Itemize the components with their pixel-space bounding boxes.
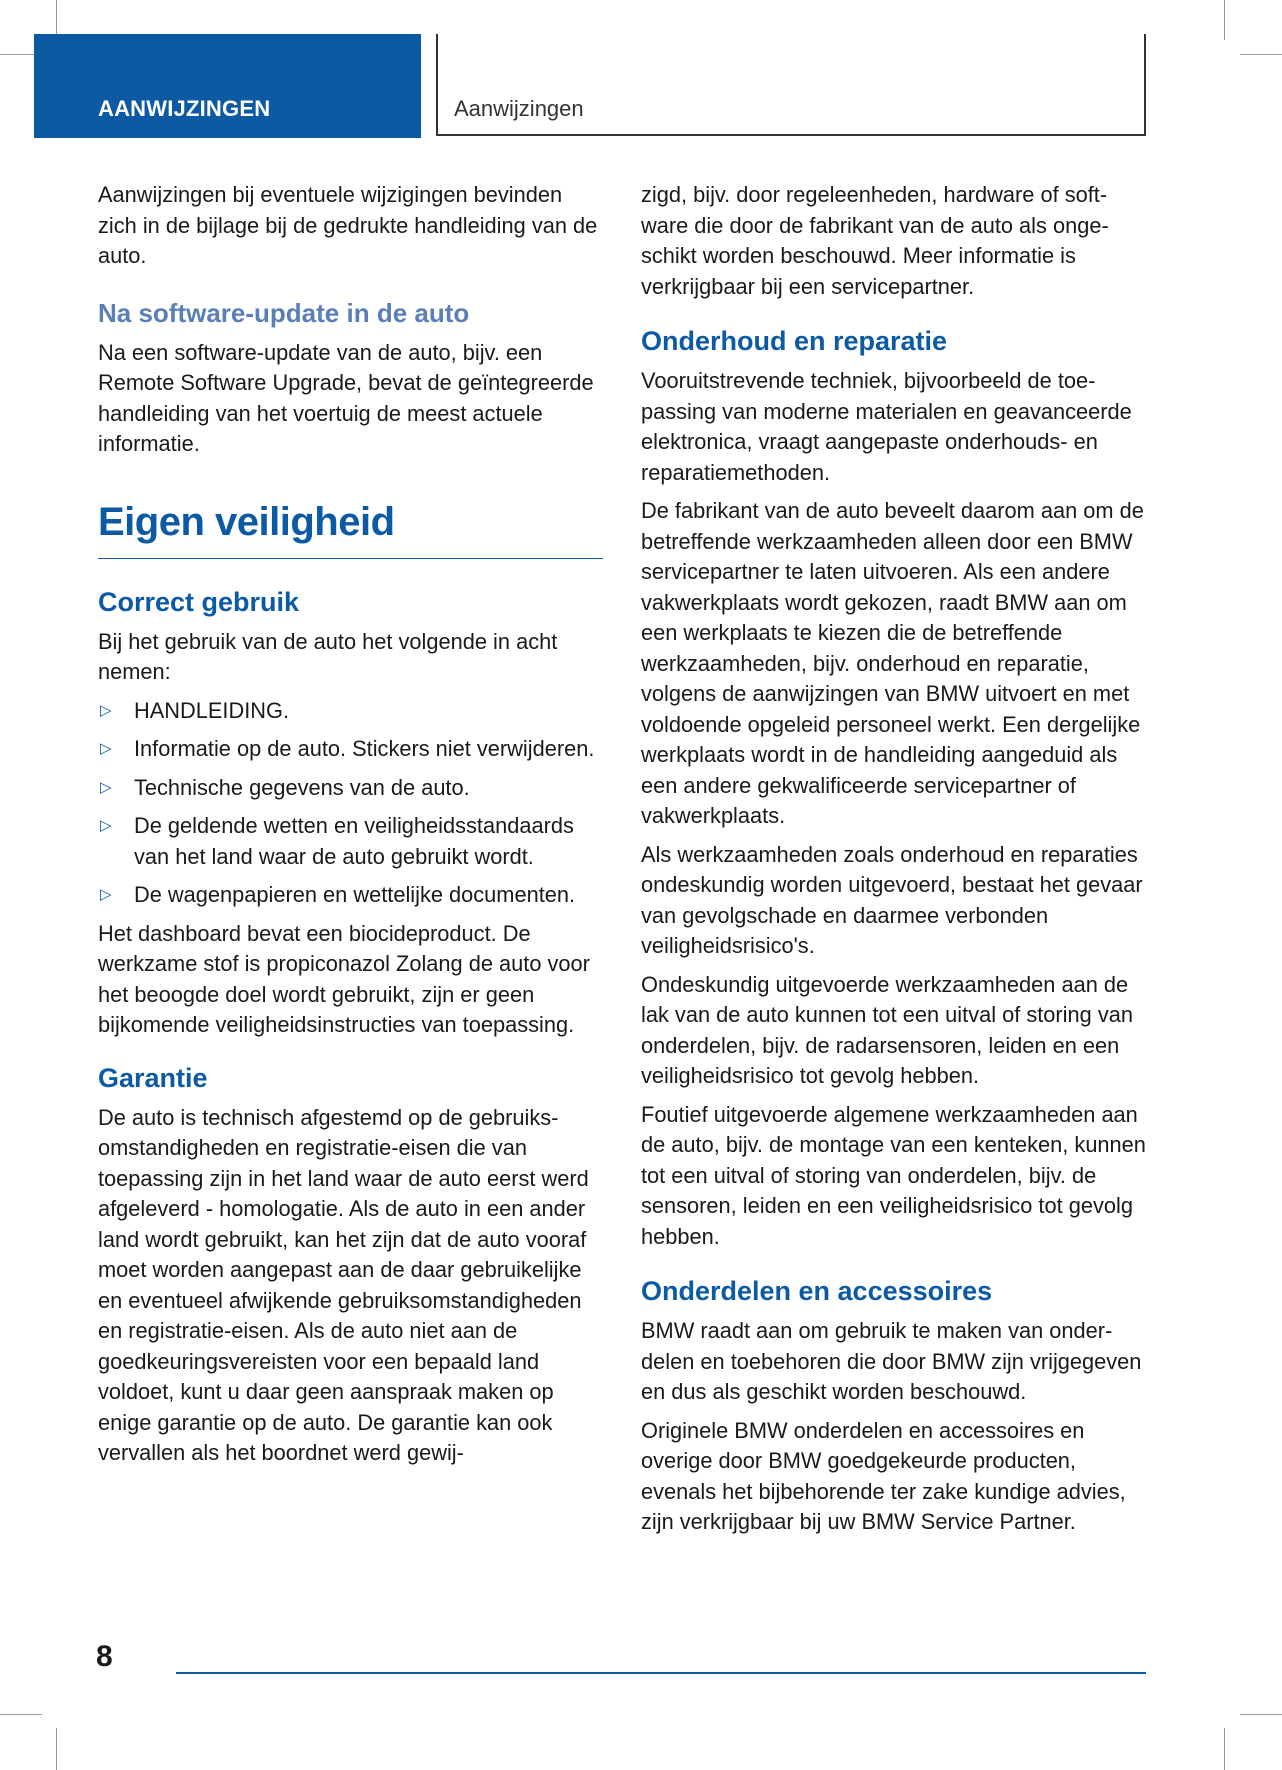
warranty-heading: Garantie <box>98 1062 208 1093</box>
right-column <box>641 180 1146 1546</box>
list-item: ▷ Technische gegevens van de auto. <box>98 773 603 804</box>
correct-use-list <box>98 696 603 911</box>
footer-rule <box>176 1672 1146 1674</box>
triangle-bullet-icon: ▷ <box>100 778 112 796</box>
crop-mark <box>1224 0 1225 40</box>
triangle-bullet-icon: ▷ <box>100 817 112 834</box>
maintenance-heading: Onderhoud en reparatie <box>641 326 948 356</box>
left-column <box>98 180 603 1477</box>
chapter-tab <box>34 34 421 138</box>
crop-mark <box>1240 54 1282 55</box>
list-item: ▷ De wagenpapieren en wettelijke documenten. <box>98 880 603 911</box>
parts-paragraph: Originele BMW onderdelen en accessoires en overige door BMW goedgekeurde producten, evenals het bijbehorende ter zake kundige advies, zijn verkrijgbaar bij uw BMW Service Partner. <box>641 1417 1126 1534</box>
warranty-paragraph: De auto is technisch afgestemd op de gebruiksomstandigheden en registratie-eisen die van toepassing zijn in het land waar de auto eerst werd afgeleverd - homologatie. Als de auto in een ander land wordt gebruikt, kan het zijn dat de auto vooraf moet worden aangepast aan de daar gebruikelijke en eventueel afwijkende gebruiksomstandigheden en registratie-eisen. Als de auto niet aan de goedkeuringsvereisten voor een bepaald land voldoet, kunt u daar geen aanspraak maken op enige garantie op de auto. De garantie kan ook vervallen als het boordnet werd gewij- <box>98 1104 589 1465</box>
section-header <box>436 34 1146 136</box>
correct-use-intro: Bij het gebruik van de auto het volgende in acht nemen: <box>98 628 558 684</box>
maintenance-paragraph: Ondeskundig uitgevoerde werkzaamheden aan de lak van de auto kunnen tot een uitval of storing van onderdelen, bijv. de radarsensoren, leiden en een veiligheidsrisico tot gevolg hebben. <box>641 971 1133 1088</box>
crop-mark <box>1240 1714 1282 1715</box>
biocide-paragraph: Het dashboard bevat een biocideproduct. De werkzame stof is propiconazol Zolang de auto voor het beoogde doel wordt gebruikt, zijn er geen bijkomende veiligheidsinstructies van toepassing. <box>98 920 590 1037</box>
intro-paragraph: Aanwijzingen bij eventuele wijzigingen bevinden zich in de bijlage bij de gedrukte handleiding van de auto. <box>98 182 598 268</box>
correct-use-heading: Correct gebruik <box>98 586 300 617</box>
crop-mark <box>56 1728 57 1770</box>
triangle-bullet-icon: ▷ <box>100 701 112 719</box>
maintenance-paragraph: Foutief uitgevoerde algemene werkzaamheden aan de auto, bijv. de montage van een kenteken, kunnen tot een uitval of storing van onderdelen, bijv. de sensoren, leiden en een veiligheidsrisico tot gevolg hebben. <box>641 1101 1146 1249</box>
maintenance-paragraph: De fabrikant van de auto beveelt daarom aan om de betreffende werkzaamheden alleen door een BMW servicepartner te laten uitvoeren. Als een andere vakwerkplaats wordt gekozen, raadt BMW aan om een werkplaats te kiezen die de betreffende werkzaamheden, bijv. onderhoud en reparatie, volgens de aanwijzingen van BMW uitvoert en met voldoende opgeleid personeel werkt. Een dergelijke werkplaats wordt in de handleiding aangeduid als een andere gekwalificeerde servicepartner of vakwerkplaats. <box>641 498 1144 828</box>
list-item: ▷ De geldende wetten en veiligheidsstandaards van het land waar de auto gebruikt wordt. <box>100 813 574 869</box>
maintenance-paragraph: Als werkzaamheden zoals onderhoud en reparaties ondeskundig worden uitgevoerd, bestaat het gevaar van gevolgschade en daarmee verbonden veiligheidsrisico's. <box>641 841 1143 958</box>
chapter-tab-label: AANWIJZINGEN <box>98 96 271 121</box>
parts-paragraph: BMW raadt aan om gebruik te maken van onderdelen en toebehoren die door BMW zijn vrijgegeven en dus als geschikt worden beschouwd. <box>641 1318 1142 1404</box>
triangle-bullet-icon: ▷ <box>100 740 112 757</box>
software-update-heading: Na software-update in de auto <box>98 297 470 328</box>
page-number: 8 <box>96 1640 113 1673</box>
crop-mark <box>1224 1728 1225 1770</box>
maintenance-paragraph: Vooruitstrevende techniek, bijvoorbeeld de toepassing van moderne materialen en geavanceerde elektronica, vraagt aangepaste onderhouds- en reparatiemethoden. <box>641 368 1132 485</box>
triangle-bullet-icon: ▷ <box>100 886 112 903</box>
list-item: ▷ Informatie op de auto. Stickers niet verwijderen. <box>98 734 603 765</box>
section-title: Aanwijzingen <box>454 96 584 121</box>
list-item: ▷ HANDLEIDING. <box>98 696 603 727</box>
software-update-paragraph: Na een software-update van de auto, bijv. een Remote Software Upgrade, bevat de geïntegreerde handleiding van het voertuig de meest actuele informatie. <box>98 339 594 456</box>
continued-paragraph: zigd, bijv. door regeleenheden, hardware of software die door de fabrikant van de auto als ongeschikt worden beschouwd. Meer informatie is verkrijgbaar bij een servicepartner. <box>641 182 1109 299</box>
safety-heading: Eigen veiligheid <box>98 498 603 559</box>
parts-heading: Onderdelen en accessoires <box>641 1276 993 1306</box>
crop-mark <box>0 1714 42 1715</box>
